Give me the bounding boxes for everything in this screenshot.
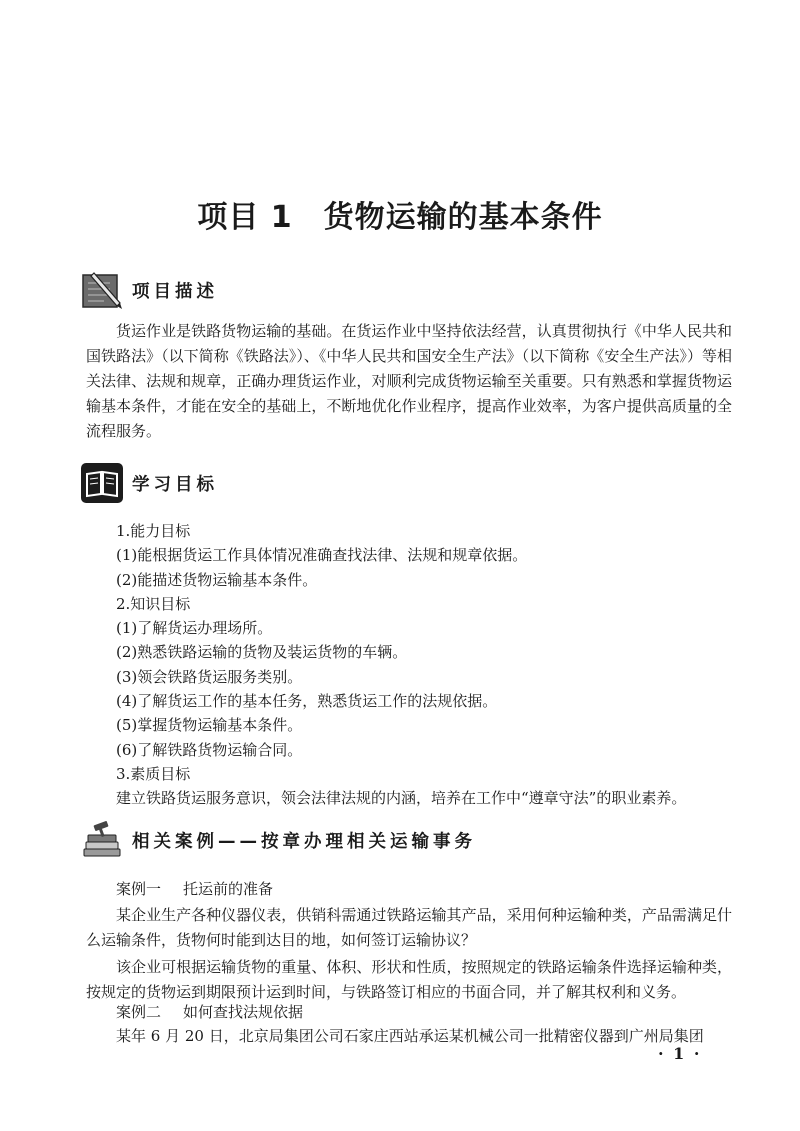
objective-item: (2)熟悉铁路运输的货物及装运货物的车辆。 <box>116 643 408 662</box>
section-label-cases: 相关案例——按章办理相关运输事务 <box>132 831 476 852</box>
objective-item: (3)领会铁路货运服务类别。 <box>116 667 303 686</box>
objective-item: 建立铁路货运服务意识，领会法律法规的内涵，培养在工作中“遵章守法”的职业素养。 <box>116 789 687 808</box>
objective-item: 2.知识目标 <box>116 594 191 613</box>
case2-paragraph-1: 某年 6 月 20 日，北京局集团公司石家庄西站承运某机械公司一批精密仪器到广州局集团 <box>116 1027 704 1045</box>
objective-item: (5)掌握货物运输基本条件。 <box>116 716 303 735</box>
open-book-icon <box>80 462 124 504</box>
pencil-notepad-icon <box>80 269 124 311</box>
section-header-cases <box>80 818 476 862</box>
case1-heading: 托运前的准备 <box>183 880 274 898</box>
section-header-description <box>80 268 218 312</box>
case2-heading: 如何查找法规依据 <box>183 1003 304 1021</box>
objective-item: (1)了解货运办理场所。 <box>116 619 273 638</box>
objective-item: (6)了解铁路货物运输合同。 <box>116 740 303 759</box>
page-number: · 1 · <box>658 1044 702 1063</box>
objective-item: (4)了解货运工作的基本任务，熟悉货运工作的法规依据。 <box>116 692 498 711</box>
case2-label: 案例二 <box>116 1003 162 1021</box>
case1-paragraph-1: 某企业生产各种仪器仪表，供销科需通过铁路运输其产品，采用何种运输种类，产品需满足什么运输条件，货物何时能到达目的地，如何签订运输协议？ <box>86 906 732 949</box>
case2-title <box>116 1000 303 1025</box>
case1-title <box>116 877 273 902</box>
section-label-objectives: 学习目标 <box>132 474 218 495</box>
case1-label: 案例一 <box>116 880 162 898</box>
section-label-description: 项目描述 <box>132 281 218 302</box>
objectives-list <box>116 519 736 811</box>
chapter-title: 项目 1 货物运输的基本条件 <box>197 200 603 235</box>
objective-item: 3.素质目标 <box>116 764 191 783</box>
objective-item: (2)能描述货物运输基本条件。 <box>116 570 318 589</box>
objective-item: 1.能力目标 <box>116 522 191 540</box>
objective-item: (1)能根据货运工作具体情况准确查找法律、法规和规章依据。 <box>116 546 528 565</box>
case1-paragraph-2: 该企业可根据运输货物的重量、体积、形状和性质，按照规定的铁路运输条件选择运输种类，按规定的货物运到期限预计运到时间，与铁路签订相应的书面合同，并了解其权利和义务。 <box>86 958 732 1001</box>
description-paragraph: 货运作业是铁路货物运输的基础。在货运作业中坚持依法经营，认真贯彻执行《中华人民共和国铁路法》（以下简称《铁路法》）、《中华人民共和国安全生产法》（以下简称《安全生产法》）等相关法律、法规和规章，正确办理货运作业，对顺利完成货物运输至关重要。只有熟悉和掌握货物运输基本条件，才能在安全的基础上，不断地优化作业程序，提高作业效率，为客户提供高质量的全流程服务。 <box>86 322 732 440</box>
books-gavel-icon <box>80 819 124 861</box>
section-header-objectives <box>80 461 218 505</box>
